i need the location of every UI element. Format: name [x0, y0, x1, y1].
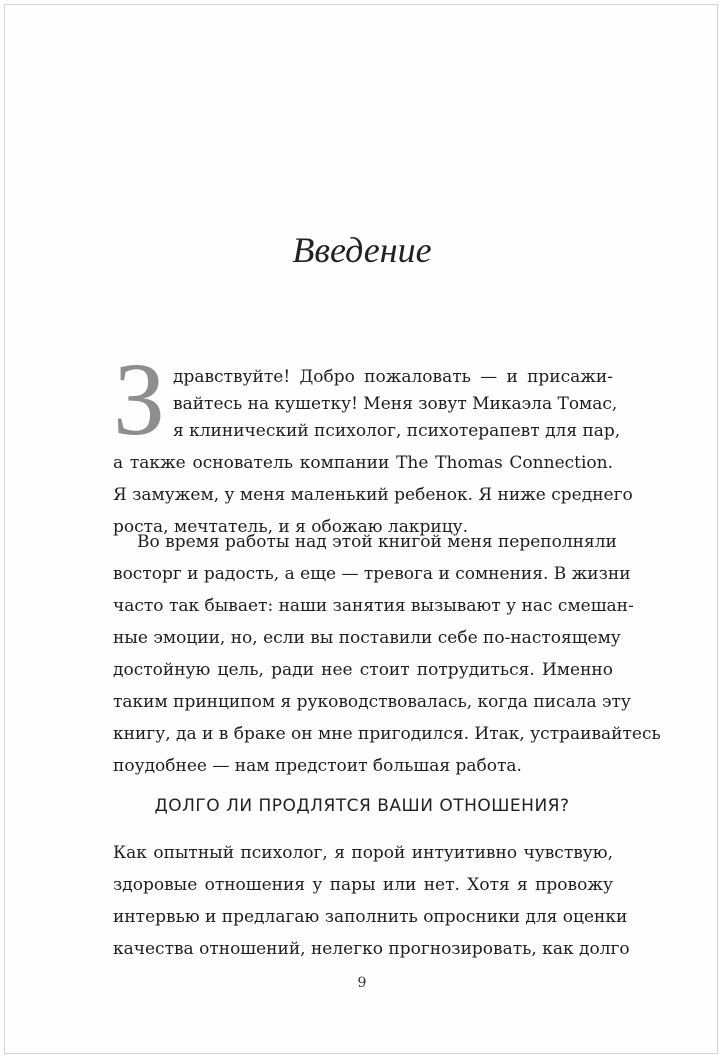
text-line: здоровые отношения у пары или нет. Хотя я провожу [113, 875, 613, 895]
text-line: поудобнее — нам предстоит большая работа. [113, 756, 522, 776]
text-line: восторг и радость, а еще — тревога и сомнения. В жизни [113, 564, 631, 584]
text-line: я клинический психолог, психотерапевт для пар, [173, 421, 621, 441]
text-line: книгу, да и в браке он мне пригодился. Итак, устраивайтесь [113, 724, 661, 744]
text-line: а также основатель компании The Thomas Connection. [113, 453, 613, 473]
text-line: достойную цель, ради нее стоит потрудиться. Именно [113, 660, 613, 680]
text-line: вайтесь на кушетку! Меня зовут Микаэла Томас, [173, 394, 618, 414]
text-line: дравствуйте! Добро пожаловать — и присажи- [173, 367, 613, 387]
text-line: Я замужем, у меня маленький ребенок. Я ниже среднего [113, 485, 633, 505]
chapter-title: Введение [292, 230, 432, 270]
section-heading: ДОЛГО ЛИ ПРОДЛЯТСЯ ВАШИ ОТНОШЕНИЯ? [154, 796, 570, 816]
text-line: роста, мечтатель, и я обожаю лакрицу. [113, 517, 469, 537]
text-line: часто так бывает: наши занятия вызывают у нас смешан- [113, 596, 634, 616]
text-line: интервью и предлагаю заполнить опросники для оценки [113, 907, 628, 927]
page-number: 9 [357, 975, 367, 991]
text-line: качества отношений, нелегко прогнозировать, как долго [113, 939, 630, 959]
text-line: таким принципом я руководствовалась, когда писала эту [113, 692, 631, 712]
drop-cap-letter: З [113, 342, 166, 457]
text-line: Как опытный психолог, я порой интуитивно чувствую, [113, 843, 613, 863]
text-line: ные эмоции, но, если вы поставили себе по-настоящему [113, 628, 621, 648]
text-line: Во время работы над этой книгой меня переполняли [137, 532, 617, 552]
